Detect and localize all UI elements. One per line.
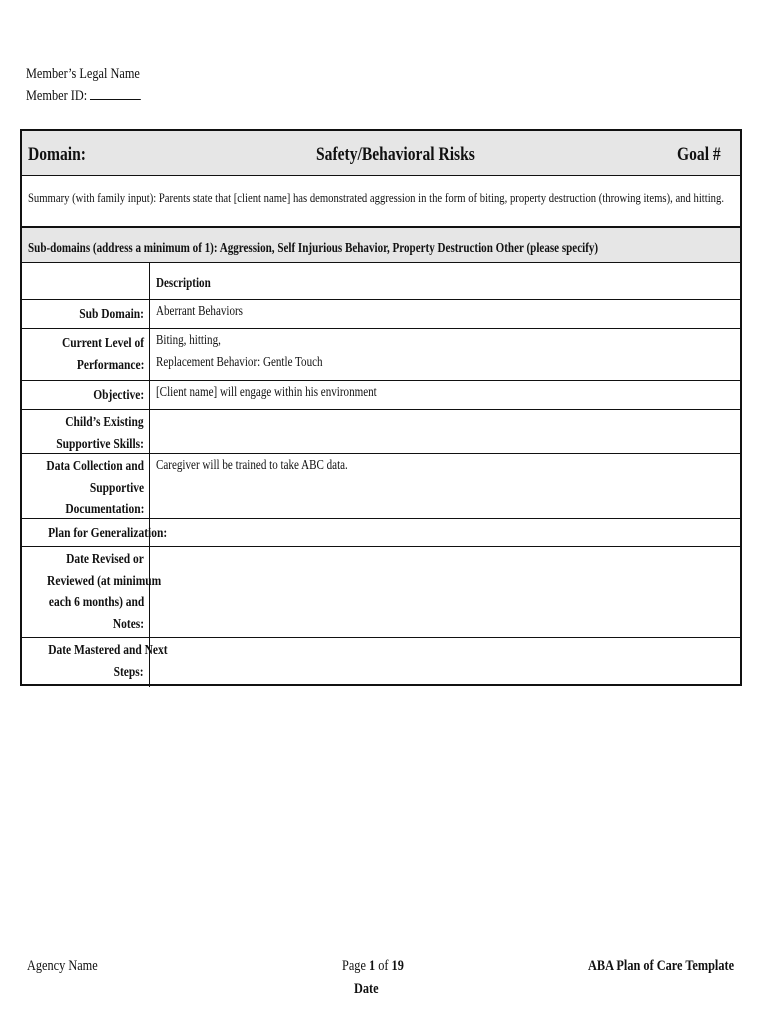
row-label: [22, 381, 150, 409]
row-value[interactable]: [156, 381, 425, 403]
table-row: [22, 410, 740, 454]
member-header: [26, 63, 166, 107]
page-total: 19: [391, 958, 404, 974]
row-value[interactable]: [156, 329, 359, 372]
subdomains-row: [22, 228, 740, 263]
row-label-line: Supportive: [89, 480, 144, 496]
table-row: [22, 381, 740, 410]
agency-name: Agency Name: [27, 958, 98, 974]
page-current: 1: [368, 958, 376, 974]
domain-label: Domain:: [28, 144, 87, 165]
row-label: [22, 410, 150, 453]
row-label-line: Child’s Existing: [65, 415, 144, 430]
table-row: [22, 638, 740, 687]
plan-of-care-form: [20, 129, 742, 686]
row-label: [22, 519, 168, 546]
table-row: [22, 300, 740, 329]
row-value-line: Replacement Behavior: Gentle Touch: [156, 353, 323, 369]
row-label-line: Date Mastered and Next: [48, 643, 168, 658]
goal-label: Goal #: [677, 144, 721, 165]
row-label-line: Sub Domain:: [79, 307, 144, 322]
summary-row: [22, 176, 740, 228]
row-label-line: Documentation:: [64, 502, 144, 517]
template-title: ABA Plan of Care Template: [587, 958, 734, 974]
member-name-label: Member’s Legal Name: [26, 66, 140, 82]
row-label: [22, 638, 168, 687]
table-row: [22, 519, 740, 547]
row-label-line: Current Level of: [61, 336, 144, 351]
row-label-line: Date Revised or: [66, 552, 144, 567]
row-value-line: Biting, hitting,: [156, 332, 221, 347]
row-label-line: Performance:: [76, 357, 144, 373]
row-label: [22, 454, 150, 518]
table-row: [22, 547, 740, 638]
row-label-line: each 6 months) and: [48, 595, 144, 610]
row-label-line: Notes:: [112, 616, 144, 632]
page-indicator: [342, 958, 417, 975]
row-label-line: Objective:: [92, 388, 144, 403]
description-header: Description: [156, 275, 211, 290]
member-id-line: [26, 85, 166, 107]
domain-row: [22, 131, 740, 176]
row-label-line: Steps:: [114, 664, 144, 680]
row-label: [22, 329, 150, 380]
row-value-line: Aberrant Behaviors: [156, 303, 243, 318]
row-label-line: Plan for Generalization:: [48, 526, 168, 541]
member-id-field[interactable]: [90, 86, 141, 100]
date-label: Date: [354, 981, 379, 997]
table-header-row: [22, 263, 740, 300]
member-id-label: Member ID:: [26, 88, 88, 104]
subdomains-text: Sub-domains (address a minimum of 1): Aggression, Self Injurious Behavior, Property Destruction Other (please specify): [28, 240, 599, 255]
table-row: [22, 329, 740, 381]
row-value-line: [Client name] will engage within his environment: [156, 384, 377, 399]
row-label: [22, 300, 150, 328]
page-of: of: [375, 958, 392, 974]
row-value[interactable]: [156, 454, 390, 476]
row-label-line: Reviewed (at minimum: [47, 573, 162, 589]
row-label: [22, 547, 162, 637]
page-prefix: Page: [342, 958, 369, 974]
table-row: [22, 454, 740, 519]
row-label-line: Data Collection and: [46, 459, 144, 474]
row-value[interactable]: [156, 300, 262, 322]
row-label-line: Supportive Skills:: [56, 436, 144, 452]
header-label-cell: [22, 263, 150, 299]
row-value-line: Caregiver will be trained to take ABC data.: [156, 457, 348, 472]
summary-text: Summary (with family input): Parents state that [client name] has demonstrated aggression in the form of biting, property destruction (throwing items), and hitting.: [28, 190, 725, 205]
domain-value: Safety/Behavioral Risks: [316, 144, 475, 165]
